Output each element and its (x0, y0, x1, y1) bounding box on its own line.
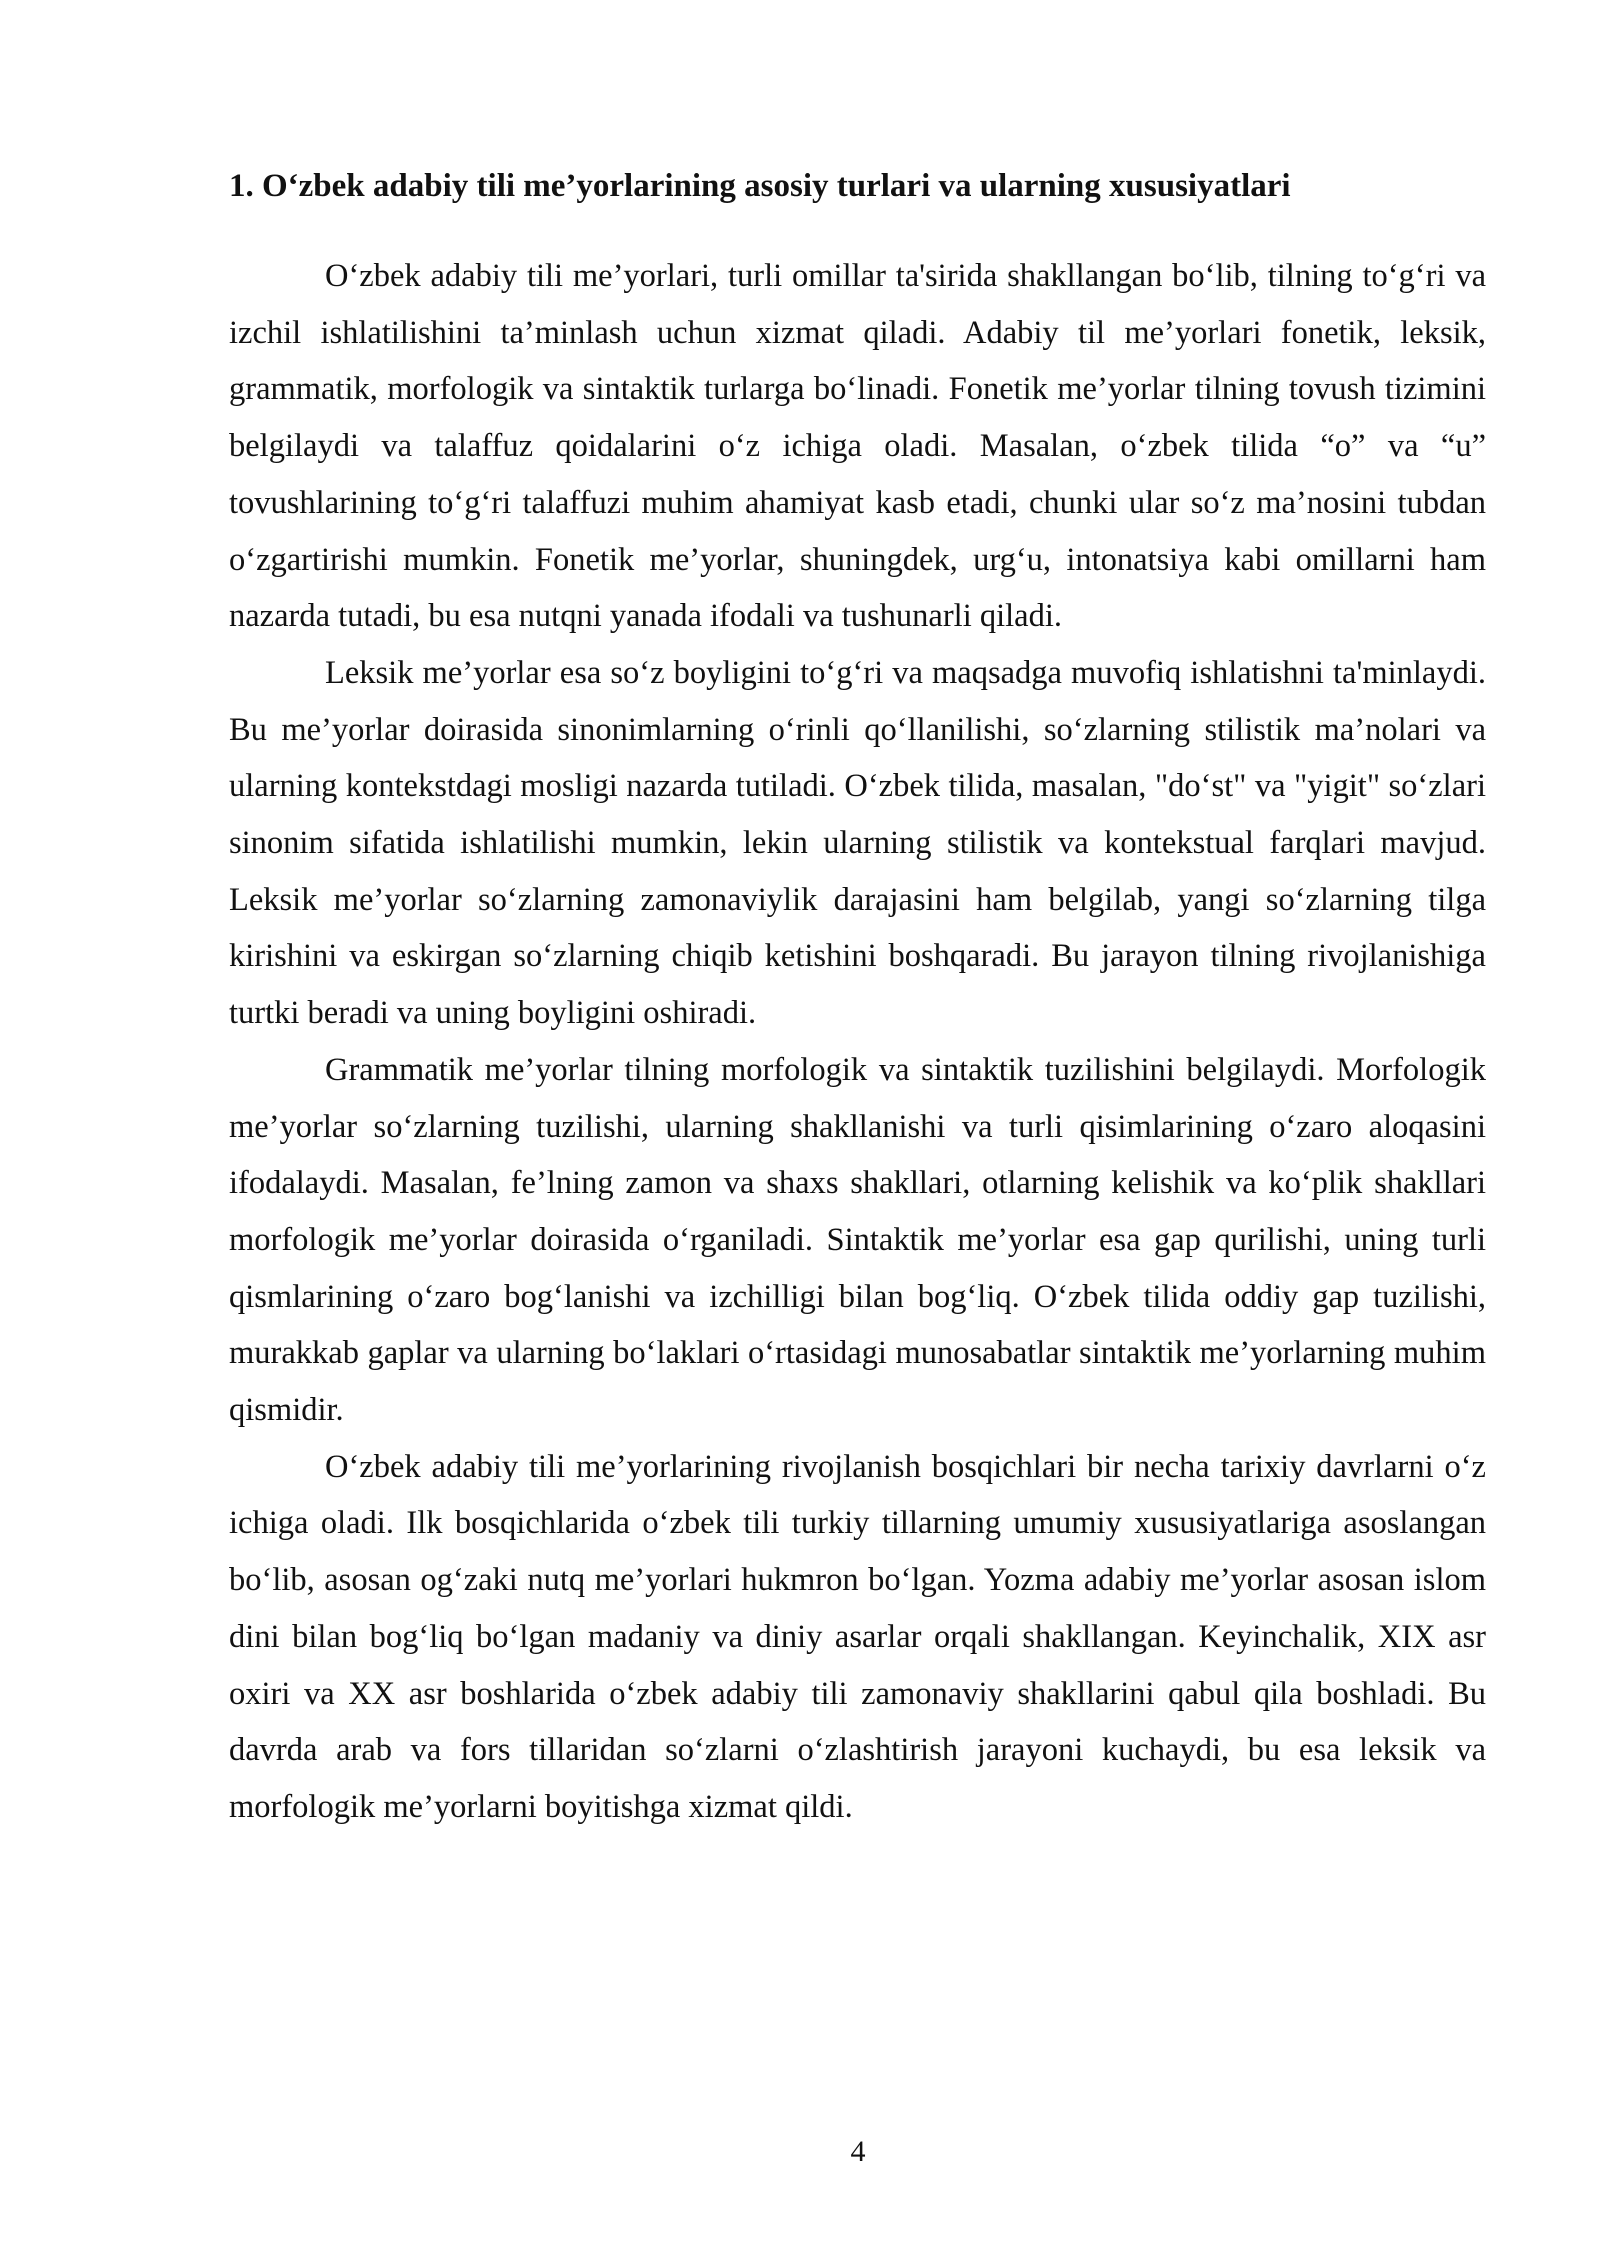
paragraph-lexical-norms: Leksik me’yorlar esa so‘z boyligini to‘g‘ri va maqsadga muvofiq ishlatishni ta'minlaydi. Bu me’yorlar doirasida sinonimlarning o‘rinli qo‘llanilishi, so‘zlarning stilistik ma’nolari va ularning kontekstdagi mosligi nazarda tutiladi. O‘zbek tilida, masalan, "do‘st" va "yigit" so‘zlari sinonim sifatida ishlatilishi mumkin, lekin ularning stilistik va kontekstual farqlari mavjud. Leksik me’yorlar so‘zlarning zamonaviylik darajasini ham belgilab, yangi so‘zlarning tilga kirishini va eskirgan so‘zlarning chiqib ketishini boshqaradi. Bu jarayon tilning rivojlanishiga turtki beradi va uning boyligini oshiradi. (229, 654, 1486, 1032)
paragraph-phonetic-norms: O‘zbek adabiy tili me’yorlari, turli omillar ta'sirida shakllangan bo‘lib, tilning to‘g‘ri va izchil ishlatilishini ta’minlash uchun xizmat qiladi. Adabiy til me’yorlari fonetik, leksik, grammatik, morfologik va sintaktik turlarga bo‘linadi. Fonetik me’yorlar tilning tovush tizimini belgilaydi va talaffuz qoidalarini o‘z ichiga oladi. Masalan, o‘zbek tilida “o” va “u” tovushlarining to‘g‘ri talaffuzi muhim ahamiyat kasb etadi, chunki ular so‘z ma’nosini tubdan o‘zgartirishi mumkin. Fonetik me’yorlar, shuningdek, urg‘u, intonatsiya kabi omillarni ham nazarda tutadi, bu esa nutqni yanada ifodali va tushunarli qiladi. (229, 258, 1486, 635)
paragraph-development-stages: O‘zbek adabiy tili me’yorlarining rivojlanish bosqichlari bir necha tarixiy davrlarni o‘z ichiga oladi. Ilk bosqichlarida o‘zbek tili turkiy tillarning umumiy xususiyatlariga asoslangan bo‘lib, asosan og‘zaki nutq me’yorlari hukmron bo‘lgan. Yozma adabiy me’yorlar asosan islom dini bilan bog‘liq bo‘lgan madaniy va diniy asarlar orqali shakllangan. Keyinchalik, XIX asr oxiri va XX asr boshlarida o‘zbek adabiy tili zamonaviy shakllarini qabul qila boshladi. Bu davrda arab va fors tillaridan so‘zlarni o‘zlashtirish jarayoni kuchaydi, bu esa leksik va morfologik me’yorlarni boyitishga xizmat qildi. (229, 1448, 1486, 1825)
body-text (229, 248, 1486, 1836)
paragraph-grammatical-norms: Grammatik me’yorlar tilning morfologik va sintaktik tuzilishini belgilaydi. Morfologik me’yorlar so‘zlarning tuzilishi, ularning shakllanishi va turli qisimlarining o‘zaro aloqasini ifodalaydi. Masalan, fe’lning zamon va shaxs shakllari, otlarning kelishik va ko‘plik shakllari morfologik me’yorlar doirasida o‘rganiladi. Sintaktik me’yorlar esa gap qurilishi, uning turli qismlarining o‘zaro bog‘lanishi va izchilligi bilan bog‘liq. O‘zbek tilida oddiy gap tuzilishi, murakkab gaplar va ularning bo‘laklari o‘rtasidagi munosabatlar sintaktik me’yorlarning muhim qismidir. (229, 1051, 1486, 1429)
section-heading: 1. O‘zbek adabiy tili me’yorlarining asosiy turlari va ularning xususiyatlari (229, 168, 1291, 204)
page-number: 4 (850, 2135, 866, 2168)
